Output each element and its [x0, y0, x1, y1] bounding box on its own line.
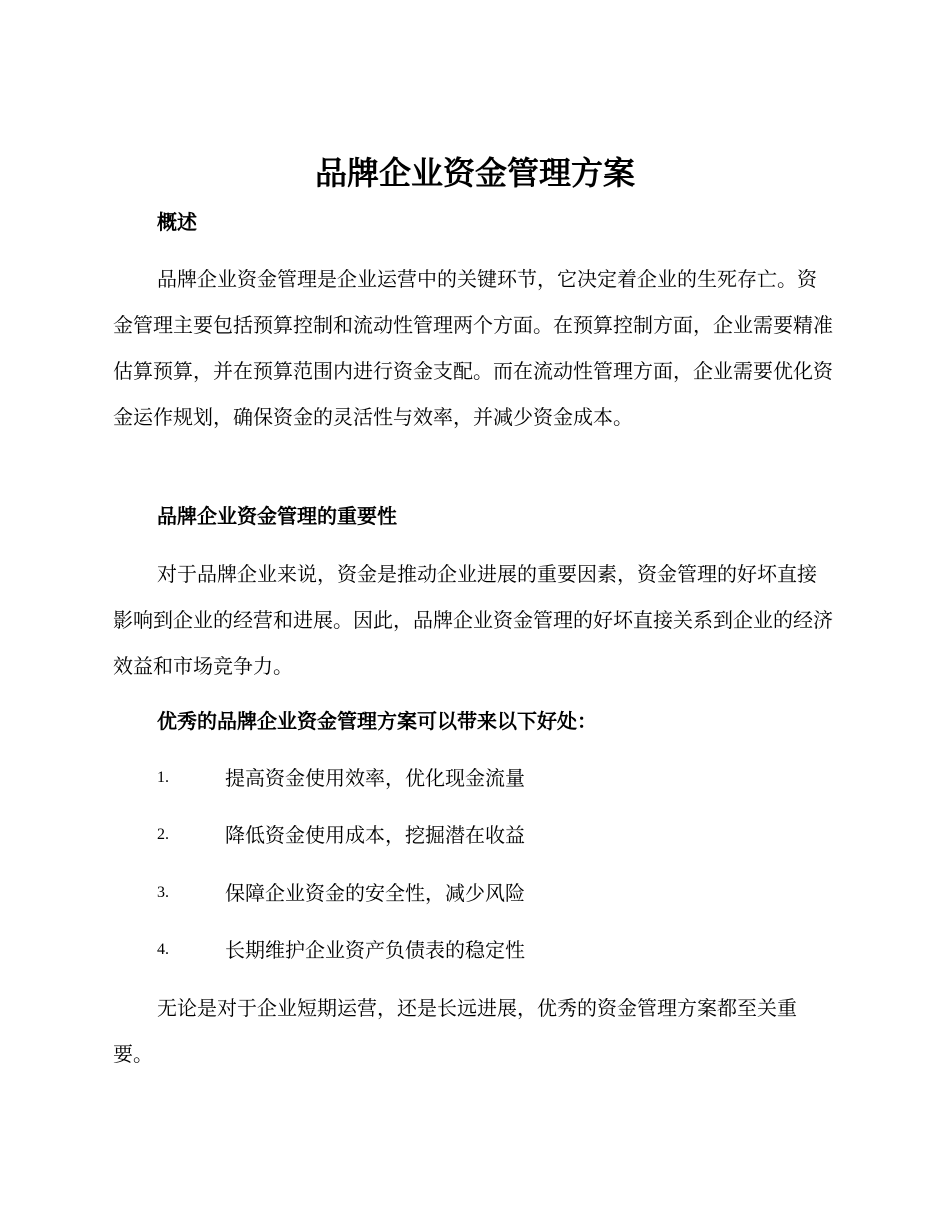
page-title: 品牌企业资金管理方案	[314, 154, 635, 192]
list-item	[157, 822, 525, 848]
list-text: 提高资金使用效率，优化现金流量	[225, 766, 525, 790]
paragraph-importance: 对于品牌企业来说，资金是推动企业进展的重要因素，资金管理的好坏直接影响到企业的经营和进展。因此，品牌企业资金管理的好坏直接关系到企业的经济效益和市场竞争力。	[113, 562, 833, 678]
list-number: 4.	[157, 941, 169, 958]
list-number: 3.	[157, 884, 169, 901]
list-text: 降低资金使用成本，挖掘潜在收益	[225, 823, 525, 847]
list-text: 长期维护企业资产负债表的稳定性	[225, 938, 525, 962]
list-number: 1.	[157, 769, 169, 786]
paragraph-closing: 无论是对于企业短期运营，还是长远进展，优秀的资金管理方案都至关重要。	[113, 996, 797, 1066]
list-item	[157, 765, 525, 791]
paragraph-overview: 品牌企业资金管理是企业运营中的关键环节，它决定着企业的生死存亡。资金管理主要包括预算控制和流动性管理两个方面。在预算控制方面，企业需要精准估算预算，并在预算范围内进行资金支配。而在流动性管理方面，企业需要优化资金运作规划，确保资金的灵活性与效率，并减少资金成本。	[113, 267, 833, 429]
section-heading-importance: 品牌企业资金管理的重要性	[157, 504, 397, 528]
list-item	[157, 937, 525, 963]
section-heading-benefits: 优秀的品牌企业资金管理方案可以带来以下好处：	[157, 709, 597, 733]
list-item	[157, 880, 525, 906]
list-number: 2.	[157, 826, 169, 843]
section-heading-overview: 概述	[157, 210, 197, 234]
list-text: 保障企业资金的安全性，减少风险	[225, 881, 525, 905]
